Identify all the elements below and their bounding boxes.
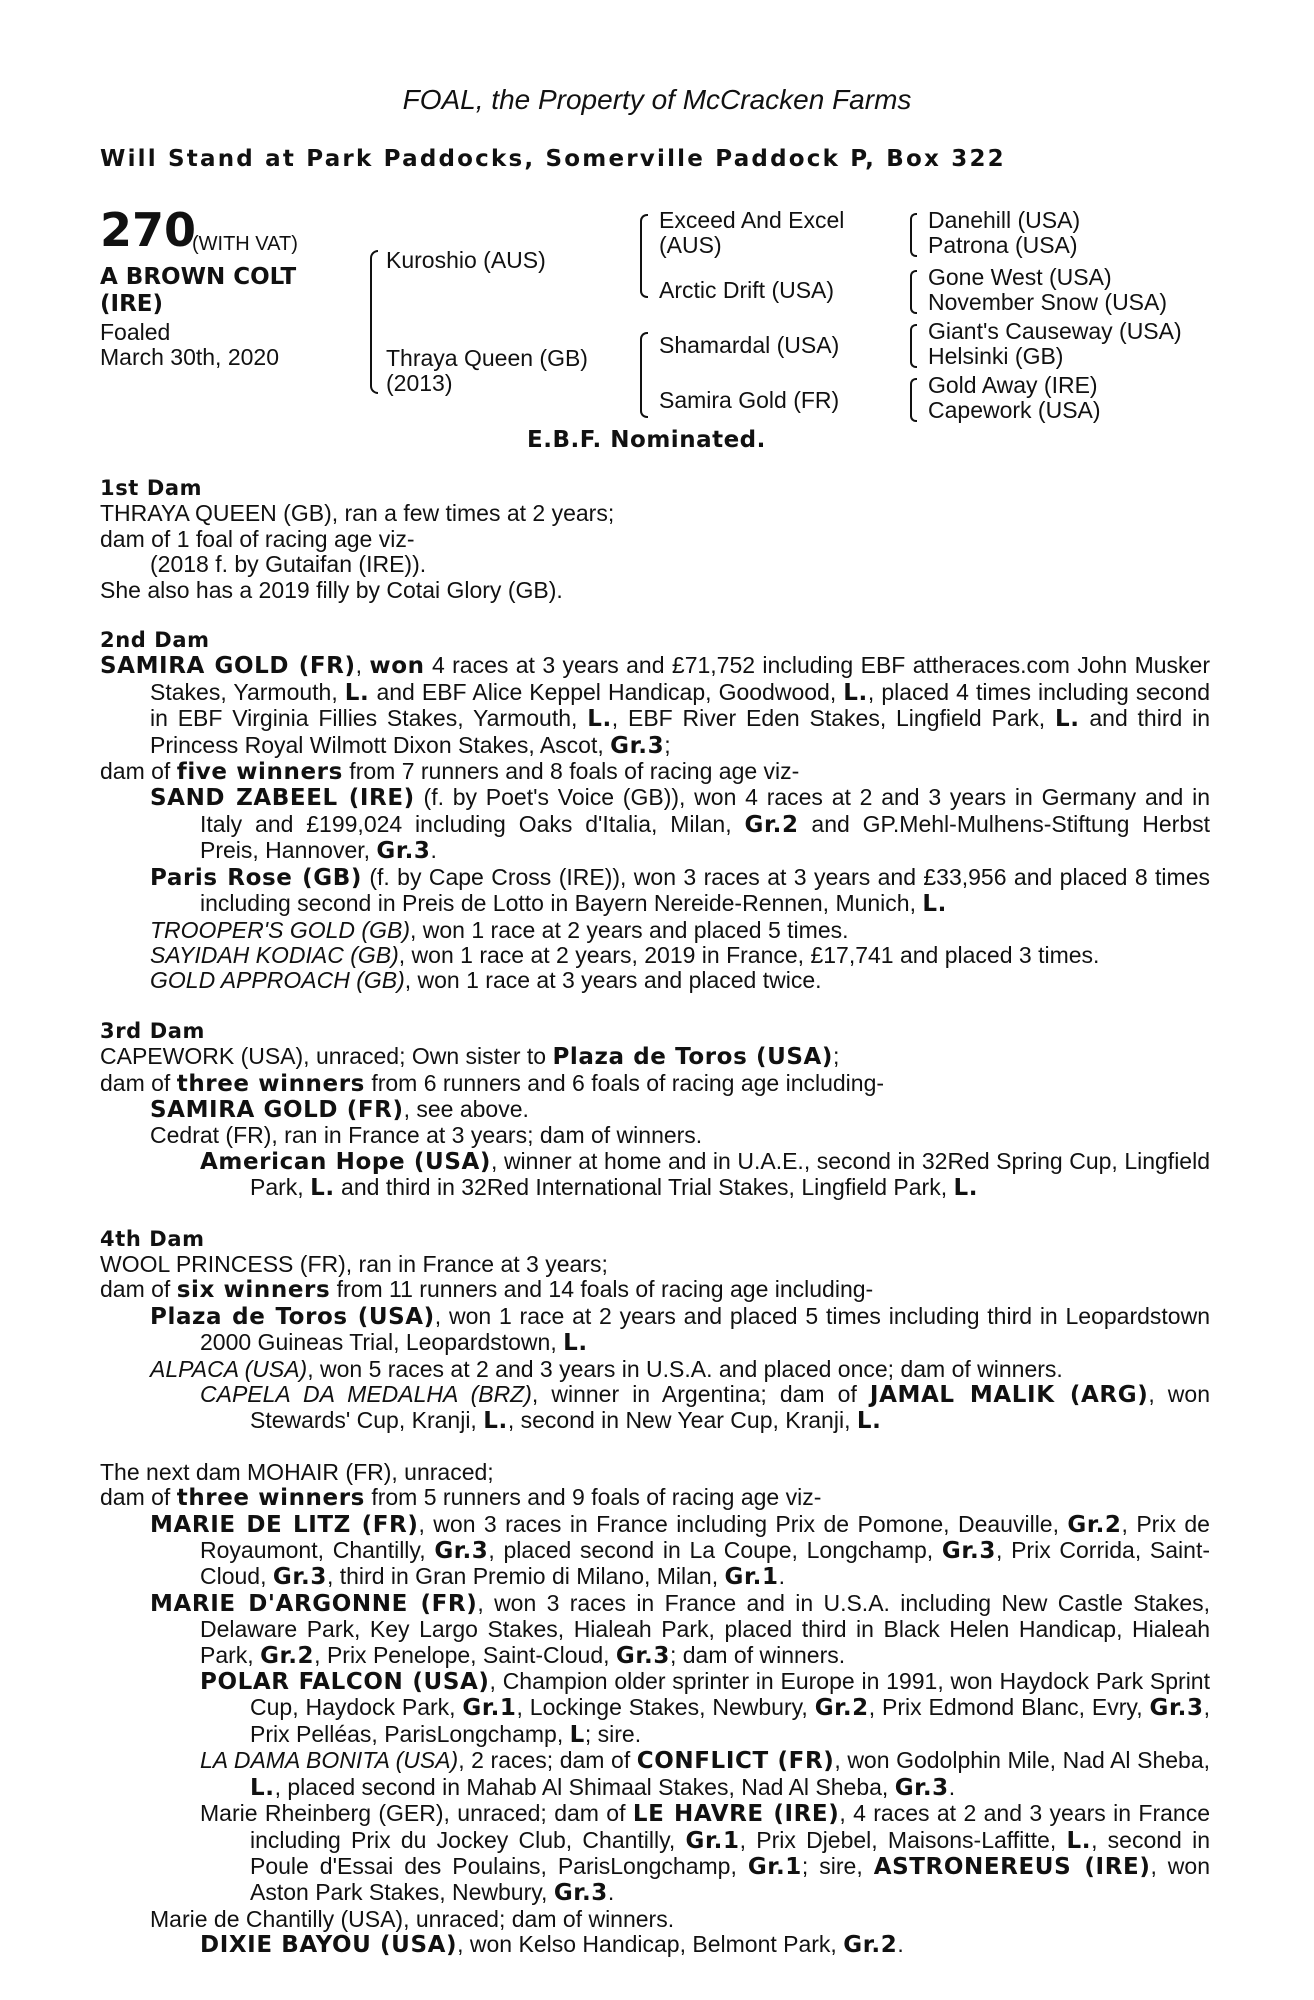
pedigree-sire-dam: Arctic Drift (USA) — [659, 277, 835, 303]
text: and GP.Mehl-Mulhens-Stiftung Herbst Preis, Hannover, — [200, 810, 1211, 864]
text: , Prix Pelléas, ParisLongchamp, — [250, 1694, 1210, 1747]
text: (f. by Cape Cross (IRE)), won 3 races at 3 years and £33,956 and placed 8 times including second in Preis de Lotto in Bayern Nereide-Rennen, Munich, — [200, 863, 1210, 917]
race-grade: L. — [1066, 1827, 1092, 1854]
text: , Prix Djebel, Maisons-Laffitte, — [739, 1826, 1067, 1853]
race-grade: Gr.2 — [260, 1642, 315, 1669]
first-dam-foal: (2018 f. by Gutaifan (IRE)). — [150, 551, 427, 578]
fourth-dam-entry: WOOL PRINCESS (FR), ran in France at 3 years; — [100, 1250, 608, 1277]
third-dam-entry — [100, 1044, 1210, 1070]
progeny-entry — [200, 1932, 1210, 1958]
text: , — [355, 652, 370, 679]
progeny-entry — [200, 1748, 1210, 1801]
text: . — [607, 1879, 615, 1906]
pedigree-sire: Kuroshio (AUS) — [386, 247, 546, 273]
progeny-summary — [100, 1485, 1210, 1511]
progeny-entry — [150, 968, 1210, 993]
text: , Champion older sprinter in Europe in 1991, won Haydock Park Sprint Cup, Haydock Park, — [250, 1668, 1210, 1721]
text: and third in Princess Royal Wilmott Dixon Stakes, Ascot, — [150, 705, 1210, 758]
progeny-entry — [150, 1357, 1210, 1382]
text: , won Stewards' Cup, Kranji, — [250, 1381, 1211, 1434]
text: ; dam of winners. — [669, 1641, 846, 1668]
race-grade: Gr.2 — [744, 811, 799, 838]
race-grade: Gr.2 — [814, 1695, 869, 1722]
second-dam-entry — [100, 653, 1210, 759]
progeny-entry: Marie de Chantilly (USA), unraced; dam of winners. — [150, 1905, 675, 1932]
text: from 7 runners and 8 foals of racing age viz- — [342, 758, 800, 785]
race-grade: L. — [310, 1175, 335, 1202]
stand-location: Will Stand at Park Paddocks, Somerville Paddock P, Box 322 — [100, 146, 1006, 172]
foaled-label: Foaled — [100, 319, 171, 345]
text: ; — [833, 1043, 840, 1070]
horse-name: SAMIRA GOLD (FR) — [150, 1096, 404, 1123]
pedigree-dam: Thraya Queen (GB) — [386, 345, 588, 371]
first-dam-line: THRAYA QUEEN (GB), ran a few times at 2 years; — [100, 500, 615, 527]
horse-name: POLAR FALCON (USA) — [200, 1669, 490, 1696]
vat-label: (WITH VAT) — [192, 233, 298, 255]
text: Marie Rheinberg (GER), unraced; dam of — [200, 1800, 633, 1827]
progeny-entry — [200, 1149, 1210, 1202]
horse-name: ALPACA (USA) — [150, 1355, 308, 1382]
fourth-dam-heading: 4th Dam — [100, 1226, 205, 1251]
race-grade: Gr.3 — [272, 1564, 327, 1591]
text: (f. by Poet's Voice (GB)), won 4 races at 2 and 3 years in Germany and in Italy and £199,024 including Oaks d'Italia, Milan, — [200, 784, 1210, 837]
text: , Lockinge Stakes, Newbury, — [516, 1694, 815, 1721]
progeny-entry — [150, 1512, 1210, 1591]
pedigree-dds: Gold Away (IRE) — [928, 372, 1098, 398]
second-dam-heading: 2nd Dam — [100, 628, 210, 653]
race-grade: Gr.2 — [843, 1932, 898, 1959]
pedigree-sss: Danehill (USA) — [928, 207, 1081, 233]
race-grade: L. — [250, 1774, 275, 1801]
winners-count: three winners — [176, 1485, 365, 1512]
race-grade: L. — [563, 1330, 588, 1357]
race-grade: L. — [922, 891, 947, 918]
text: dam of — [100, 1069, 177, 1096]
progeny-entry — [150, 943, 1210, 968]
race-grade: L. — [953, 1175, 979, 1202]
text: , placed 4 times including second in EBF Virginia Fillies Stakes, Yarmouth, — [150, 678, 1211, 732]
text: , won 3 races in France including Prix de Pomone, Deauville, — [418, 1510, 1068, 1537]
next-dam-entry: The next dam MOHAIR (FR), unraced; — [100, 1458, 494, 1485]
brace-gp2 — [910, 270, 917, 314]
first-dam-heading: 1st Dam — [100, 476, 203, 500]
progeny-summary — [100, 1277, 1210, 1303]
text: CAPEWORK (USA), unraced; Own sister to — [100, 1043, 553, 1070]
pedigree-sire-sire: Exceed And Excel — [659, 207, 845, 233]
third-dam-heading: 3rd Dam — [100, 1018, 205, 1043]
brace-gp4 — [910, 378, 917, 422]
race-grade: Gr.3 — [941, 1538, 996, 1565]
horse-name: American Hope (USA) — [200, 1148, 492, 1175]
pedigree-dam-year: (2013) — [386, 370, 453, 396]
horse-name: GOLD APPROACH (GB) — [150, 967, 405, 994]
text: and third in 32Red International Trial Stakes, Lingfield Park, — [334, 1174, 954, 1201]
text: , 4 races at 2 and 3 years in France including Prix du Jockey Club, Chantilly, — [250, 1800, 1210, 1853]
text: . — [778, 1563, 785, 1590]
lot-number: 270 — [100, 203, 197, 257]
race-grade: L. — [483, 1408, 508, 1435]
foaled-info — [100, 320, 279, 370]
text: , won Aston Park Stakes, Newbury, — [250, 1852, 1210, 1906]
race-grade: Gr.1 — [747, 1853, 802, 1880]
brace-gp3 — [910, 324, 917, 368]
pedigree-dsd: Helsinki (GB) — [928, 343, 1064, 369]
progeny-entry — [200, 1669, 1210, 1748]
text: , won 1 race at 3 years and placed twice. — [404, 967, 822, 994]
first-dam-line: dam of 1 foal of racing age viz- — [100, 525, 415, 552]
race-grade: Gr.3 — [553, 1880, 608, 1907]
winners-count: five winners — [176, 759, 343, 786]
text: , second in New Year Cup, Kranji, — [507, 1407, 857, 1434]
race-grade: Gr.1 — [685, 1827, 740, 1854]
text: , Prix Corrida, Saint-Cloud, — [200, 1537, 1210, 1590]
brace-dam-parents — [640, 332, 648, 418]
winners-count: three winners — [176, 1070, 365, 1097]
progeny-entry — [200, 1382, 1210, 1435]
catalogue-body — [100, 476, 1210, 1959]
text: dam of — [100, 1276, 177, 1303]
race-grade: Gr.2 — [1067, 1511, 1122, 1538]
progeny-entry — [150, 1591, 1210, 1669]
progeny-entry — [150, 865, 1210, 918]
text: , second in Poule d'Essai des Poulains, ParisLongchamp, — [250, 1826, 1210, 1879]
horse-name: LA DAMA BONITA (USA) — [200, 1747, 459, 1774]
text: , winner in Argentina; dam of — [531, 1381, 870, 1407]
brace-sire-dam — [370, 250, 378, 394]
text: , won 3 races in France and in U.S.A. including New Castle Stakes, Delaware Park, Key Largo Stakes, Hialeah Park, placed third in Black Helen Handicap, Hialeah Park, — [200, 1589, 1210, 1668]
text: . — [948, 1773, 956, 1800]
progeny-entry — [200, 1801, 1210, 1907]
first-dam-note: She also has a 2019 filly by Cotai Glory (GB). — [100, 576, 563, 603]
text: from 6 runners and 6 foals of racing age including- — [364, 1069, 885, 1096]
race-grade: Gr.1 — [724, 1564, 779, 1591]
horse-name: ASTRONEREUS (IRE) — [873, 1853, 1151, 1880]
horse-name: JAMAL MALIK (ARG) — [869, 1382, 1149, 1408]
race-grade: L. — [843, 679, 868, 706]
winners-count: six winners — [176, 1277, 331, 1304]
race-grade: L — [569, 1721, 585, 1748]
text: , won Godolphin Mile, Nad Al Sheba, — [834, 1747, 1210, 1774]
race-grade: Gr.3 — [1149, 1695, 1204, 1722]
text: . — [897, 1931, 904, 1958]
progeny-entry: Cedrat (FR), ran in France at 3 years; dam of winners. — [150, 1122, 703, 1149]
text: . — [430, 837, 437, 864]
race-grade: Gr.3 — [610, 732, 665, 759]
horse-name: CONFLICT (FR) — [636, 1748, 835, 1775]
horse-name: LE HAVRE (IRE) — [632, 1801, 840, 1828]
ebf-nominated: E.B.F. Nominated. — [527, 427, 766, 453]
race-grade: Gr.3 — [615, 1642, 670, 1669]
race-grade: Gr.3 — [434, 1538, 489, 1565]
foaled-date: March 30th, 2020 — [100, 344, 280, 370]
horse-name: CAPELA DA MEDALHA (BRZ) — [200, 1381, 532, 1407]
race-grade: Gr.3 — [376, 838, 431, 865]
horse-name: MARIE D'ARGONNE (FR) — [150, 1590, 478, 1617]
horse-name: Plaza de Toros (USA) — [552, 1044, 834, 1071]
text: , placed second in La Coupe, Longchamp, — [488, 1537, 942, 1564]
race-grade: L. — [856, 1408, 882, 1435]
race-grade: L. — [344, 679, 370, 706]
text: ; sire. — [584, 1720, 642, 1747]
text: from 11 runners and 14 foals of racing age including- — [330, 1276, 874, 1303]
text: , see above. — [403, 1095, 529, 1122]
horse-name: SAMIRA GOLD (FR) — [100, 653, 356, 680]
horse-name: SAYIDAH KODIAC (GB) — [150, 941, 399, 968]
text: , winner at home and in U.A.E., second in 32Red Spring Cup, Lingfield Park, — [250, 1147, 1210, 1201]
horse-name: MARIE DE LITZ (FR) — [150, 1511, 419, 1538]
text: , won 1 race at 2 years and placed 5 times including third in Leopardstown 2000 Guineas Trial, Leopardstown, — [200, 1302, 1211, 1356]
horse-name: Paris Rose (GB) — [150, 864, 362, 891]
text: won — [369, 653, 425, 680]
page-title: FOAL, the Property of McCracken Farms — [402, 84, 912, 115]
text: from 5 runners and 9 foals of racing age viz- — [364, 1484, 822, 1511]
text: dam of — [100, 1484, 177, 1511]
pedigree-ssd: Patrona (USA) — [928, 232, 1078, 258]
text: dam of — [100, 758, 177, 785]
pedigree-sire-sire-country: (AUS) — [659, 232, 722, 258]
progeny-summary — [100, 1071, 1210, 1097]
pedigree-sds: Gone West (USA) — [928, 264, 1112, 290]
text: , EBF River Eden Stakes, Lingfield Park, — [611, 705, 1055, 732]
pedigree-ddd: Capework (USA) — [928, 397, 1101, 423]
text: , Prix Edmond Blanc, Evry, — [868, 1694, 1150, 1721]
text: ; — [664, 731, 671, 758]
progeny-entry — [150, 1097, 1210, 1123]
text: , won 1 race at 2 years, 2019 in France, £17,741 and placed 3 times. — [398, 941, 1100, 968]
progeny-summary — [100, 759, 1210, 785]
brace-gp1 — [910, 213, 917, 257]
progeny-entry — [150, 1304, 1210, 1357]
text: , won 1 race at 2 years and placed 5 times. — [409, 916, 849, 943]
race-grade: L. — [1054, 706, 1080, 733]
lot-description: A BROWN COLT (IRE) — [100, 264, 297, 317]
brace-sire-parents — [640, 214, 648, 298]
progeny-entry — [150, 918, 1210, 943]
progeny-entry — [150, 785, 1210, 864]
text: , Prix Penelope, Saint-Cloud, — [314, 1641, 616, 1668]
pedigree-dss: Giant's Causeway (USA) — [928, 318, 1182, 344]
horse-name: TROOPER'S GOLD (GB) — [150, 916, 410, 943]
text: and EBF Alice Keppel Handicap, Goodwood, — [369, 678, 844, 705]
race-grade: Gr.1 — [462, 1695, 517, 1722]
pedigree-sdd: November Snow (USA) — [928, 289, 1168, 315]
text: 4 races at 3 years and £71,752 including EBF attheraces.com John Musker Stakes, Yarmouth, — [150, 652, 1211, 705]
text: , Prix de Royaumont, Chantilly, — [200, 1510, 1210, 1564]
text: , won 5 races at 2 and 3 years in U.S.A. and placed once; dam of winners. — [307, 1355, 1063, 1382]
text: ; sire, — [801, 1852, 874, 1879]
text: , won Kelso Handicap, Belmont Park, — [457, 1931, 844, 1958]
text: , third in Gran Premio di Milano, Milan, — [326, 1563, 725, 1590]
horse-name: SAND ZABEEL (IRE) — [150, 785, 415, 812]
text: , placed second in Mahab Al Shimaal Stakes, Nad Al Sheba, — [274, 1773, 895, 1800]
text: , 2 races; dam of — [458, 1747, 637, 1774]
horse-name: DIXIE BAYOU (USA) — [200, 1932, 458, 1959]
horse-name: Plaza de Toros (USA) — [150, 1303, 435, 1330]
race-grade: L. — [587, 706, 612, 733]
race-grade: Gr.3 — [894, 1774, 949, 1801]
pedigree-dam-dam: Samira Gold (FR) — [659, 387, 840, 413]
pedigree-dam-sire: Shamardal (USA) — [659, 332, 840, 358]
